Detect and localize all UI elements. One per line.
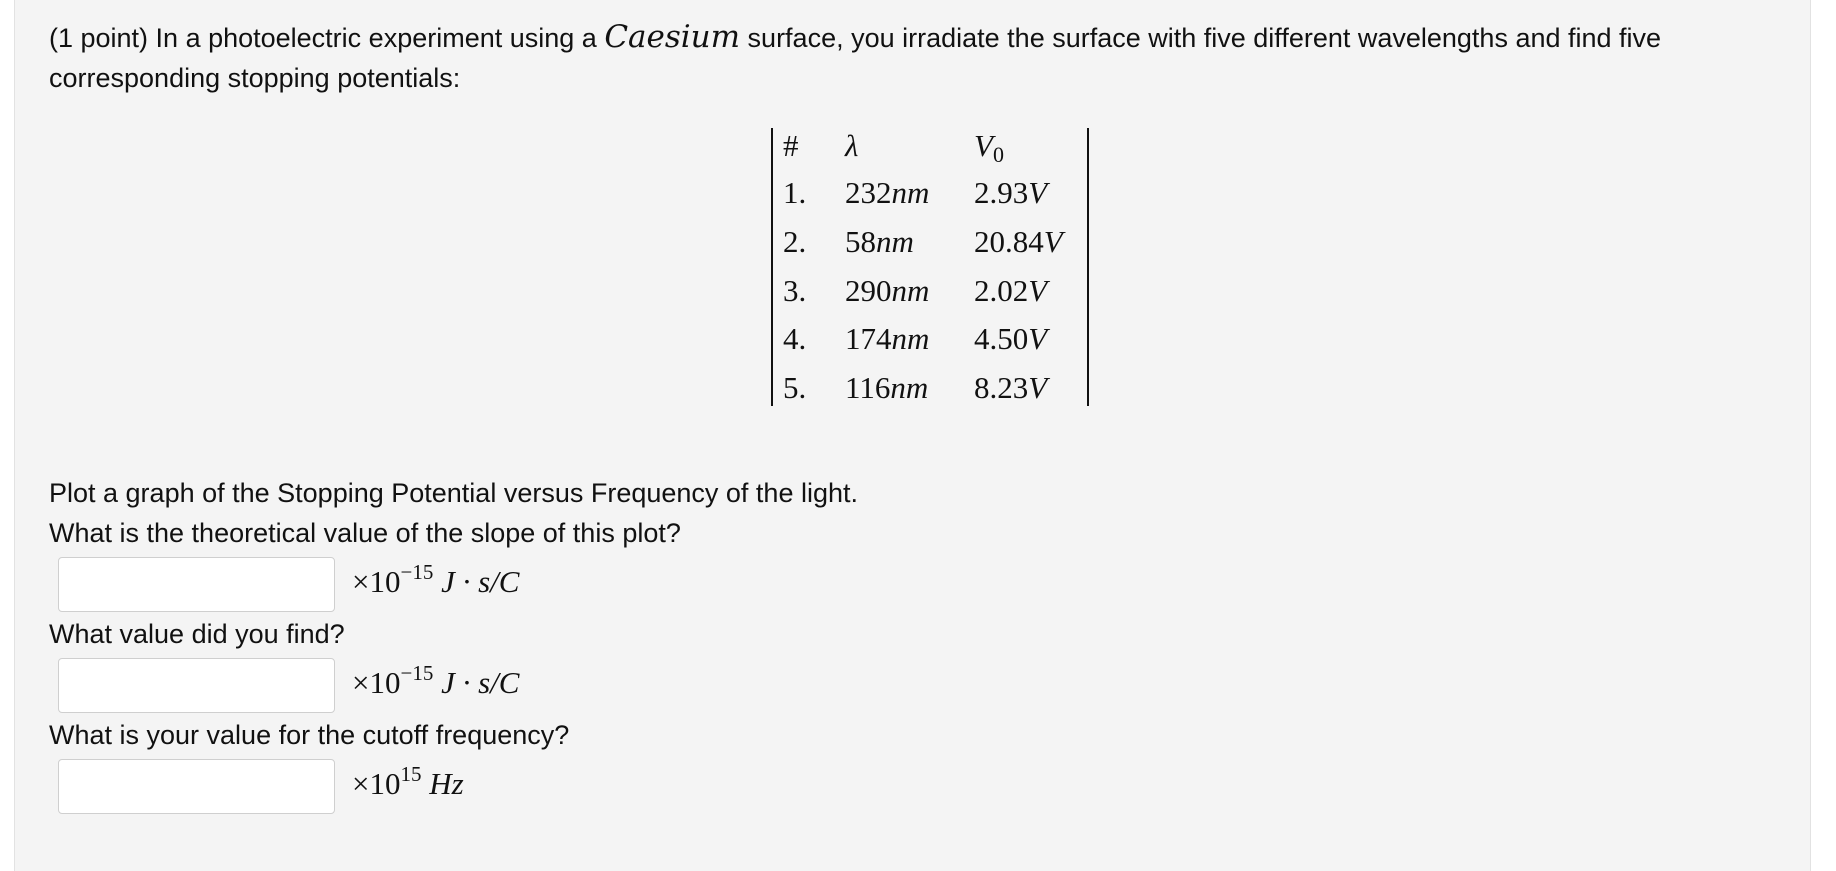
header-stopping-potential: $V_0$ bbox=[974, 128, 1004, 167]
plot-instruction: Plot a graph of the Stopping Potential versus Frequency of the light. bbox=[49, 478, 858, 508]
row-wavelength: 232nm bbox=[845, 175, 930, 210]
question-cutoff-frequency: What is your value for the cutoff frequency? bbox=[49, 720, 570, 750]
row-voltage: 4.50V bbox=[974, 321, 1048, 356]
problem-panel bbox=[14, 0, 1811, 871]
row-number: 5. bbox=[783, 370, 807, 405]
row-voltage: 8.23V bbox=[974, 370, 1048, 405]
question-found-slope: What value did you find? bbox=[49, 619, 345, 649]
row-wavelength: 174nm bbox=[845, 321, 930, 356]
row-number: 2. bbox=[783, 224, 807, 259]
header-number: # bbox=[783, 128, 799, 163]
data-table bbox=[771, 128, 1089, 406]
theoretical-slope-unit: $\times 10^{-15}$ J · s/C bbox=[352, 560, 520, 599]
header-wavelength: λ bbox=[845, 128, 859, 163]
question-theoretical-slope: What is the theoretical value of the slope of this plot? bbox=[49, 518, 681, 548]
row-number: 1. bbox=[783, 175, 807, 210]
found-slope-unit: $\times 10^{-15}$ J · s/C bbox=[352, 661, 520, 700]
row-wavelength: 58nm bbox=[845, 224, 914, 259]
row-wavelength: 116nm bbox=[845, 370, 929, 405]
row-voltage: 2.93V bbox=[974, 175, 1048, 210]
row-number: 3. bbox=[783, 273, 807, 308]
cutoff-frequency-unit: $\times 10^{15}$ Hz bbox=[352, 762, 464, 801]
material-name: Caesium bbox=[604, 19, 741, 55]
problem-statement: (1 point) In a photoelectric experiment using a Caesium surface, you irradiate the surface with five different wavelengths and find five corresponding stopping potentials: bbox=[49, 19, 1662, 93]
row-number: 4. bbox=[783, 321, 807, 356]
row-voltage: 2.02V bbox=[974, 273, 1048, 308]
cutoff-frequency-input[interactable] bbox=[58, 759, 335, 814]
found-slope-input[interactable] bbox=[58, 658, 335, 713]
theoretical-slope-input[interactable] bbox=[58, 557, 335, 612]
row-wavelength: 290nm bbox=[845, 273, 930, 308]
row-voltage: 20.84V bbox=[974, 224, 1063, 259]
